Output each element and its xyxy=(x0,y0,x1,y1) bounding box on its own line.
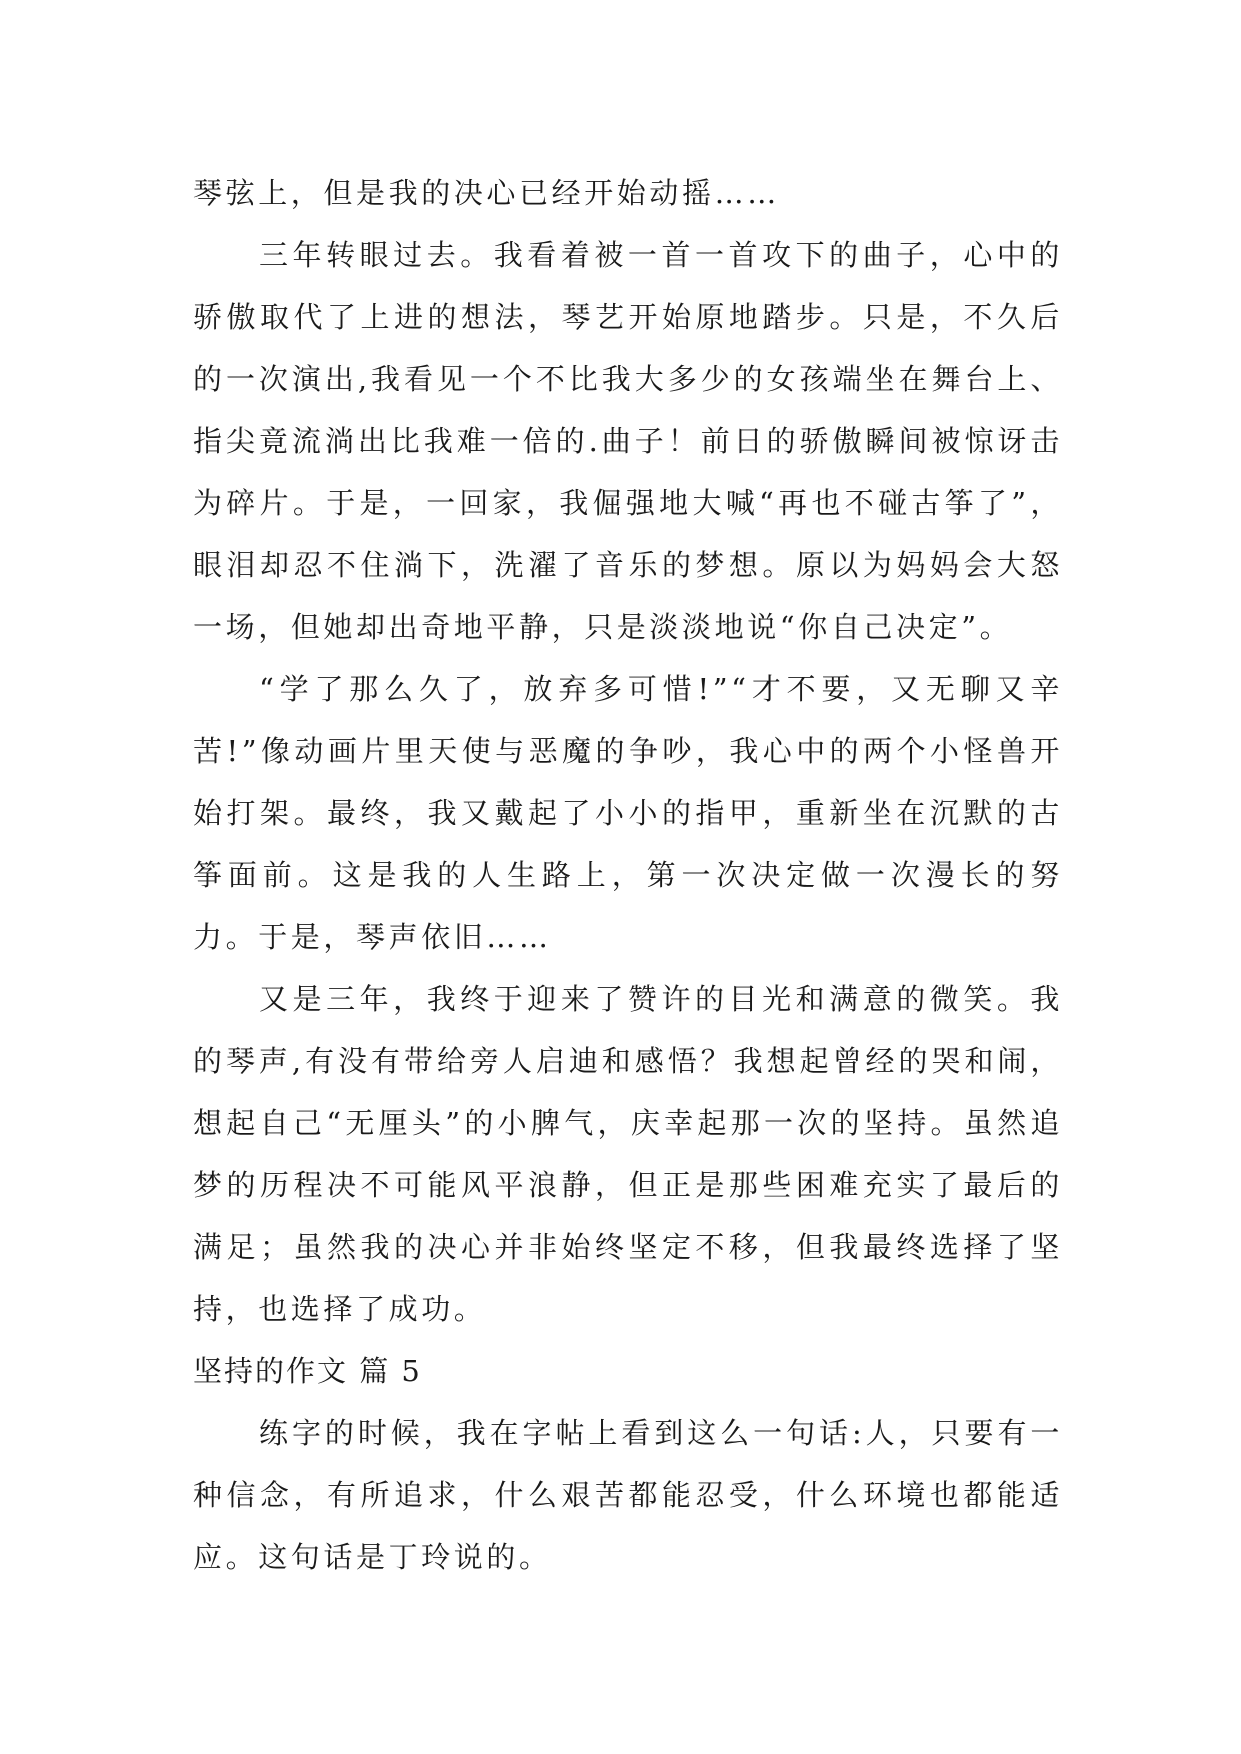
paragraph-1: 琴弦上，但是我的决心已经开始动摇…… xyxy=(193,176,780,210)
section-heading: 坚持的作文 篇 5 xyxy=(193,1354,422,1388)
paragraph-4: 又是三年，我终于迎来了赞许的目光和满意的微笑。我的琴声,有没有带给旁人启迪和感悟？我想起曾经的哭和闹，想起自己“无厘头”的小脾气，庆幸起那一次的坚持。虽然追梦的历程决不可能风平浪静，但正是那些困难充实了最后的满足；虽然我的决心并非始终坚定不移，但我最终选择了坚持，也选择了成功。 xyxy=(193,982,1063,1326)
document-body xyxy=(193,162,1063,1588)
paragraph-3: “学了那么久了，放弃多可惜!”“才不要，又无聊又辛苦!”像动画片里天使与恶魔的争吵，我心中的两个小怪兽开始打架。最终，我又戴起了小小的指甲，重新坐在沉默的古筝面前。这是我的人生路上，第一次决定做一次漫长的努力。于是，琴声依旧…… xyxy=(193,672,1063,954)
paragraph-5: 练字的时候，我在字帖上看到这么一句话:人，只要有一种信念，有所追求，什么艰苦都能忍受，什么环境也都能适应。这句话是丁玲说的。 xyxy=(193,1416,1063,1574)
paragraph-2: 三年转眼过去。我看着被一首一首攻下的曲子，心中的骄傲取代了上进的想法，琴艺开始原地踏步。只是，不久后的一次演出,我看见一个不比我大多少的女孩端坐在舞台上、指尖竟流淌出比我难一倍的.曲子！前日的骄傲瞬间被惊讶击为碎片。于是，一回家，我倔强地大喊“再也不碰古筝了”，眼泪却忍不住淌下，洗濯了音乐的梦想。原以为妈妈会大怒一场，但她却出奇地平静，只是淡淡地说“你自己决定”。 xyxy=(193,238,1063,644)
